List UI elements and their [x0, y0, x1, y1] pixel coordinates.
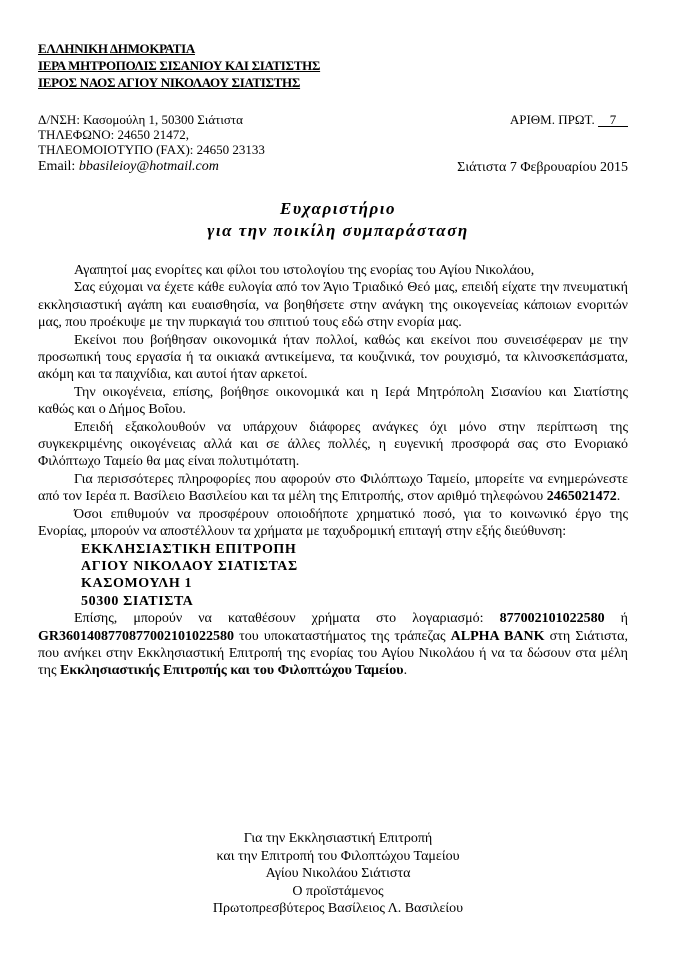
postal-address-line-4: 50300 ΣΙΑΤΙΣΤΑ	[81, 593, 194, 609]
bank-text-d: στη Σιάτιστα, που ανήκει στην Εκκλησιαστική Επιτροπή της ενορίας του Αγίου Νικολάου ή να τα δώσουν στα μέλη της	[38, 628, 628, 679]
bank-text-end: .	[403, 663, 408, 679]
address-line: Δ/ΝΣΗ: Κασομούλη 1, 50300 Σιάτιστα	[38, 112, 243, 127]
letterhead-line-3: ΙΕΡΟΣ ΝΑΟΣ ΑΓΙΟΥ ΝΙΚΟΛΑΟΥ ΣΙΑΤΙΣΤΗΣ	[38, 75, 301, 90]
paragraph-greeting: Αγαπητοί μας ενορίτες και φίλοι του ιστολογίου της ενορίας του Αγίου Νικολάου,	[74, 263, 535, 278]
protocol-number	[510, 112, 628, 128]
email-line	[38, 159, 265, 174]
signature-block	[0, 830, 676, 918]
email-address: bbasileioy@hotmail.com	[78, 159, 219, 174]
paragraph-postal-order: Όσοι επιθυμούν να προσφέρουν οποιοδήποτε χρηματικό ποσό, για το κοινωνικό έργο της Ενορίας, μπορούν να αποστέλλουν τα χρήματα με ταχυδρομική επιταγή στην εξής διεύθυνση:	[38, 506, 628, 540]
postal-address-line-2: ΑΓΙΟΥ ΝΙΚΟΛΑΟΥ ΣΙΑΤΙΣΤΑΣ	[81, 558, 298, 574]
info-phone-number: 2465021472	[546, 489, 617, 505]
info-text: Για περισσότερες πληροφορίες που αφορούν στο Φιλόπτωχο Ταμείο, μπορείτε να ενημερώνεστε από τον Ιερέα π. Βασίλειο Βασιλείου και τα μέλη της Επιτροπής, στον αριθμό τηλεφώνου	[38, 471, 628, 505]
bank-account-number: 877002101022580	[499, 611, 605, 627]
signature-line-4: Ο προϊστάμενος	[292, 883, 384, 899]
paragraph-metropolis: Την οικογένεια, επίσης, βοήθησε οικονομικά και η Ιερά Μητρόπολη Σισανίου και Σιατίστης καθώς και ο Δήμος Βοΐου.	[38, 384, 628, 418]
phone-line: ΤΗΛΕΦΩΝΟ: 24650 21472,	[38, 127, 189, 142]
postal-address-line-1: ΕΚΚΛΗΣΙΑΣΤΙΚΗ ΕΠΙΤΡΟΠΗ	[81, 541, 297, 557]
bank-iban: GR3601408770877002101022580	[38, 628, 234, 644]
letter-date: Σιάτιστα 7 Φεβρουαρίου 2015	[457, 160, 628, 175]
signature-line-1: Για την Εκκλησιαστική Επιτροπή	[243, 831, 433, 846]
bank-text-b: ή	[604, 611, 628, 627]
protocol-label: ΑΡΙΘΜ. ΠΡΩΤ.	[509, 112, 595, 127]
bank-name: ALPHA BANK	[450, 628, 545, 644]
signature-line-2: και την Επιτροπή του Φιλοπτώχου Ταμείου	[216, 848, 460, 864]
letterhead-line-1: ΕΛΛΗΝΙΚΗ ΔΗΜΟΚΡΑΤΙΑ	[38, 41, 195, 56]
fax-line: ΤΗΛΕΟΜΟΙΟΤΥΠΟ (FAX): 24650 23133	[38, 142, 265, 157]
letter-body	[38, 262, 628, 680]
signature-line-3: Αγίου Νικολάου Σιάτιστα	[265, 866, 411, 881]
title-line-1: Ευχαριστήριο	[280, 199, 396, 218]
paragraph-bank-deposit	[38, 610, 628, 680]
contact-block	[38, 112, 265, 174]
bank-text-a: Επίσης, μπορούν να καταθέσουν χρήματα στο λογαριασμό:	[74, 611, 500, 627]
postal-address-line-3: ΚΑΣΟΜΟΥΛΗ 1	[81, 576, 193, 592]
bank-text-c: του υποκαταστήματος της τράπεζας	[234, 628, 451, 644]
protocol-value: 7	[598, 113, 628, 127]
letter-title	[0, 198, 676, 242]
letterhead	[38, 40, 320, 91]
title-line-2: για την ποικίλη συμπαράσταση	[207, 221, 469, 240]
paragraph-info	[38, 471, 628, 506]
committee-members: Εκκλησιαστικής Επιτροπής και του Φιλοπτώχου Ταμείου	[60, 663, 404, 679]
email-label: Email:	[38, 159, 79, 174]
paragraph-needs: Επειδή εξακολουθούν να υπάρχουν διάφορες ανάγκες όχι μόνο στην περίπτωση της συγκεκριμένης οικογένειας αλλά και σε άλλες πολλές, η ευγενική προσφορά σας στο Ενοριακό Φιλόπτωχο Ταμείο θα μας είναι πολυτιμότατη.	[38, 419, 628, 470]
info-end: .	[616, 489, 621, 505]
paragraph-helpers: Εκείνοι που βοήθησαν οικονομικά ήταν πολλοί, καθώς και εκείνοι που συνεισέφεραν με την προσωπική τους εργασία ή τα οικιακά αντικείμενα, τα κουζινικά, τον ρουχισμό, τα κλινοσκεπάσματα, ακόμη και τα παιχνίδια, και αυτοί ήταν αρκετοί.	[38, 332, 628, 383]
signature-line-5: Πρωτοπρεσβύτερος Βασίλειος Λ. Βασιλείου	[212, 901, 464, 916]
letterhead-line-2: ΙΕΡΑ ΜΗΤΡΟΠΟΛΙΣ ΣΙΣΑΝΙΟΥ ΚΑΙ ΣΙΑΤΙΣΤΗΣ	[38, 58, 321, 73]
postal-address	[38, 541, 628, 611]
paragraph-thanks: Σας εύχομαι να έχετε κάθε ευλογία από τον Άγιο Τριαδικό Θεό μας, επειδή είχατε την πνευματική εκκλησιαστική αγάπη και ευαισθησία, να βοηθήσετε στην ανάγκη της οικογενείας κάποιων ενοριτών μας, που προέκυψε με την πυρκαγιά του σπιτιού τους εδώ στην ενορία μας.	[38, 280, 628, 331]
